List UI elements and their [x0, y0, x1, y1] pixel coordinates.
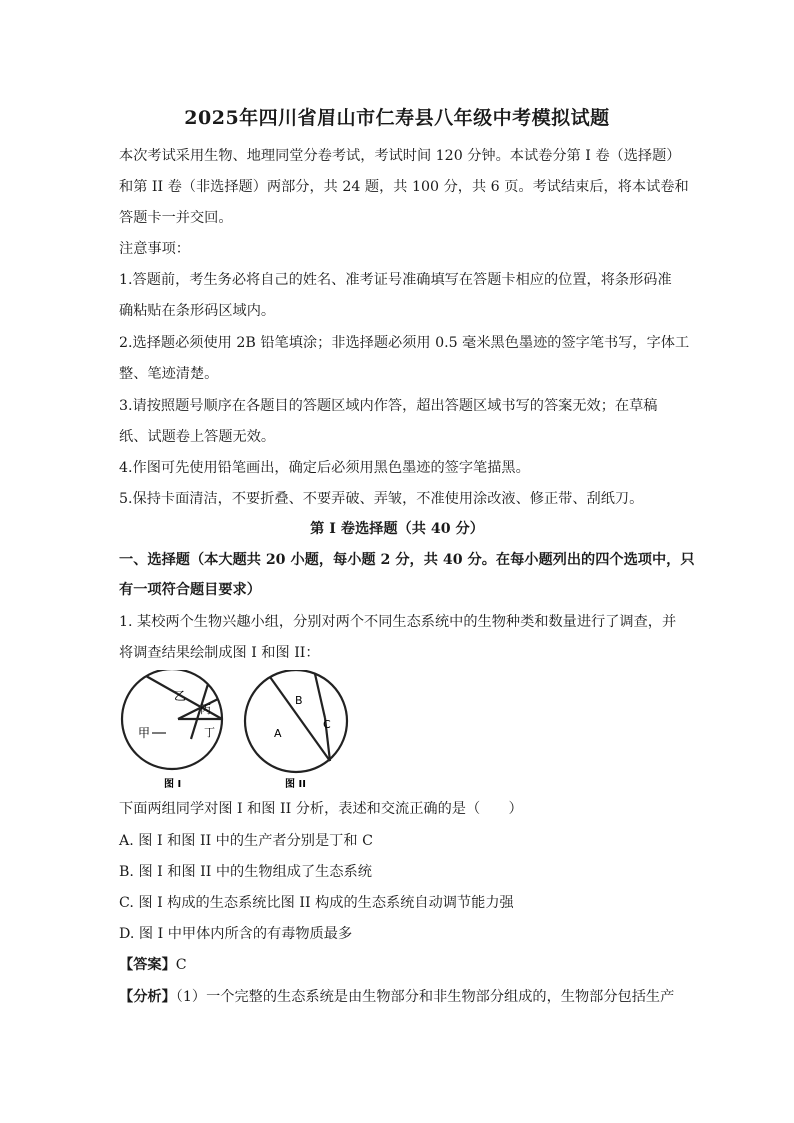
question-stem-line-2: 将调查结果绘制成图 I 和图 II： [119, 645, 320, 661]
analysis-text: （1）一个完整的生态系统是由生物部分和非生物部分组成的，生物部分包括生产 [175, 989, 675, 1005]
figure-1-label-jia: 甲 [138, 726, 151, 740]
note-line-8: 5.保持卡面清洁，不要折叠、不要弄破、弄皱，不准使用涂改液、修正带、刮纸刀。 [119, 491, 644, 507]
figure-2-label-a: A [274, 727, 282, 740]
figure-2-diagram [245, 670, 347, 772]
intro-line-3: 答题卡一并交回。 [119, 210, 233, 226]
option-c: C. 图 I 构成的生态系统比图 II 构成的生态系统自动调节能力强 [119, 895, 514, 911]
part-heading-line-1: 一、选择题（本大题共 20 小题，每小题 2 分，共 40 分。在每小题列出的四个选项中，只 [119, 552, 695, 568]
figure-1-label-bing: 丙 [200, 703, 211, 716]
part-heading-line-2: 有一项符合题目要求） [119, 582, 261, 598]
question-stem-line-1: 1. 某校两个生物兴趣小组，分别对两个不同生态系统中的生物种类和数量进行了调查，并 [119, 614, 677, 630]
figure-2-label-b: B [295, 694, 303, 707]
intro-line-1: 本次考试采用生物、地理同堂分卷考试，考试时间 120 分钟。本试卷分第 I 卷（选择题） [119, 148, 681, 164]
note-line-2: 确粘贴在条形码区域内。 [119, 303, 276, 319]
option-d: D. 图 I 中甲体内所含的有毒物质最多 [119, 926, 353, 942]
page-title: 2025年四川省眉山市仁寿县八年级中考模拟试题 [184, 107, 610, 129]
analysis-label: 【分析】 [119, 989, 176, 1005]
note-line-1: 1.答题前，考生务必将自己的姓名、准考证号准确填写在答题卡相应的位置，将条形码准 [119, 272, 672, 288]
answer-label: 【答案】 [119, 957, 176, 973]
question-figures [118, 670, 368, 799]
note-line-7: 4.作图可先使用铅笔画出，确定后必须用黑色墨迹的签字笔描黑。 [119, 460, 530, 476]
note-line-4: 整、笔迹清楚。 [119, 366, 219, 382]
figure-1-caption: 图 I [164, 779, 182, 790]
answer-line [119, 955, 187, 975]
option-b: B. 图 I 和图 II 中的生物组成了生态系统 [119, 864, 372, 880]
notes-heading: 注意事项： [119, 241, 190, 257]
note-line-5: 3.请按照题号顺序在各题目的答题区域内作答，超出答题区域书写的答案无效；在草稿 [119, 398, 658, 414]
note-line-3: 2.选择题必须使用 2B 铅笔填涂；非选择题必须用 0.5 毫米黑色墨迹的签字笔书写，字体工 [119, 335, 690, 351]
pie-diagrams [118, 670, 368, 795]
figure-2-label-c: C [323, 718, 331, 731]
question-prompt: 下面两组同学对图 I 和图 II 分析，表述和交流正确的是（ ） [119, 801, 523, 817]
intro-line-2: 和第 II 卷（非选择题）两部分，共 24 题，共 100 分，共 6 页。考试结束后，将本试卷和 [119, 179, 689, 195]
section-title: 第 I 卷选择题（共 40 分） [310, 521, 484, 537]
figure-1-diagram [122, 670, 222, 769]
note-line-6: 纸、试题卷上答题无效。 [119, 429, 276, 445]
analysis-line [119, 987, 674, 1007]
answer-value: C [175, 957, 187, 973]
figure-1-label-yi: 乙 [174, 689, 187, 703]
figure-2-caption: 图 II [285, 779, 306, 790]
figure-1-label-ding: 丁 [204, 726, 215, 739]
option-a: A. 图 I 和图 II 中的生产者分别是丁和 C [119, 833, 373, 849]
